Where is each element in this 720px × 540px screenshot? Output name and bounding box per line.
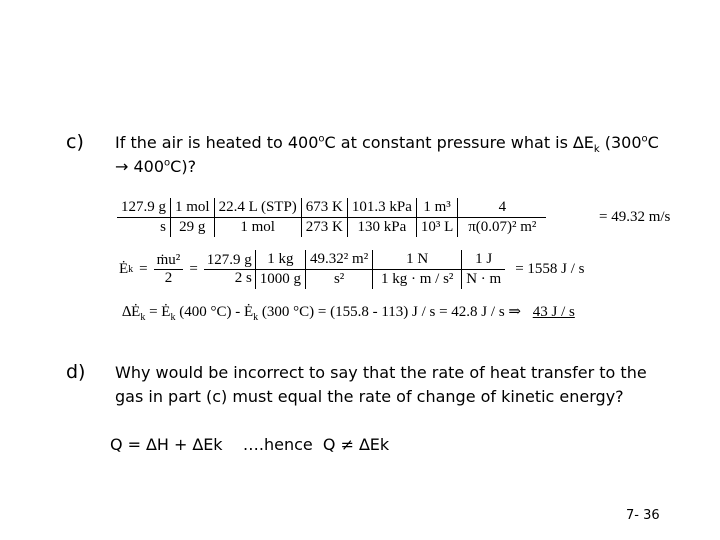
ke-result: = 1558 J / s bbox=[515, 261, 585, 277]
mu2-num: ṁu² bbox=[154, 252, 184, 270]
right-arrow-icon: → bbox=[115, 157, 129, 176]
q-line2-a: 400 bbox=[128, 157, 165, 176]
ke-conversion-table bbox=[255, 250, 505, 289]
conv1-top-2: 22.4 L (STP) bbox=[214, 198, 301, 218]
conv1-top-6: 4 bbox=[458, 198, 547, 218]
delta-sub: k bbox=[140, 312, 146, 323]
q-sup-3: o bbox=[164, 157, 171, 169]
mu2-den: 2 bbox=[164, 270, 173, 286]
delta-ek-symbol: ∆Ė bbox=[122, 304, 141, 320]
conv1-bot-2: 1 mol bbox=[214, 218, 301, 238]
energy-equation: Q = ∆H + ∆Ek ….hence Q ≠ ∆Ek bbox=[110, 435, 390, 454]
delta-ek-line bbox=[122, 302, 575, 321]
conv2-bot-0: 1000 g bbox=[255, 270, 305, 290]
conv2-bot-1: s² bbox=[306, 270, 373, 290]
mass-flow-den: 2 s bbox=[234, 270, 252, 286]
part-d-question bbox=[115, 361, 705, 409]
equals-2: = bbox=[189, 261, 198, 277]
conv2-top-1: 49.32² m² bbox=[306, 250, 373, 270]
conv2-bot-3: N · m bbox=[462, 270, 506, 290]
part-c-line-2 bbox=[115, 155, 705, 179]
mass-flow-fraction bbox=[204, 252, 255, 287]
conv2-bot-2: 1 kg · m / s² bbox=[373, 270, 462, 290]
page-number: 7- 36 bbox=[626, 508, 660, 523]
conv2-top-2: 1 N bbox=[373, 250, 462, 270]
conv1-bot-3: 273 K bbox=[301, 218, 347, 238]
velocity-conversion bbox=[117, 198, 546, 237]
q-text-c: (300 bbox=[599, 133, 642, 152]
final-answer: 43 J / s bbox=[532, 304, 575, 320]
part-c-line-1 bbox=[115, 131, 705, 155]
q-line2-b: C)? bbox=[170, 157, 197, 176]
conv1-bot-5: 10³ L bbox=[416, 218, 457, 238]
conv1-top-5: 1 m³ bbox=[416, 198, 457, 218]
conv1-bot-4: 130 kPa bbox=[347, 218, 416, 238]
conv1-top-4: 101.3 kPa bbox=[347, 198, 416, 218]
q-sup-1: o bbox=[318, 133, 325, 145]
part-d-line-2: gas in part (c) must equal the rate of change of kinetic energy? bbox=[115, 387, 624, 406]
conv1-bot-0: s bbox=[160, 219, 166, 235]
conv1-top-3: 673 K bbox=[301, 198, 347, 218]
delta-sub3: k bbox=[253, 312, 259, 323]
conv2-top-3: 1 J bbox=[462, 250, 506, 270]
delta-rest: = Ė bbox=[145, 304, 171, 320]
q-delta: ∆E bbox=[573, 133, 594, 152]
equals-1: = bbox=[139, 261, 148, 277]
mass-flow-num: 127.9 g bbox=[204, 252, 255, 270]
delta-sub2: k bbox=[170, 312, 176, 323]
conv2-top-0: 1 kg bbox=[255, 250, 305, 270]
mu2-fraction bbox=[154, 252, 184, 287]
delta-part-1: (400 °C) - Ė bbox=[179, 304, 254, 320]
delta-part-2: (300 °C) = (155.8 - 113) J / s = 42.8 J / s bbox=[261, 304, 505, 320]
q-sup-2: o bbox=[641, 133, 648, 145]
part-d-label: d) bbox=[66, 361, 86, 383]
implies-arrow-icon: ⇒ bbox=[508, 304, 521, 320]
q-text-a: If the air is heated to 400 bbox=[115, 133, 319, 152]
part-d-line-1: Why would be incorrect to say that the rate of heat transfer to the bbox=[115, 363, 647, 382]
part-c-label: c) bbox=[66, 131, 84, 153]
q-text-d: C bbox=[647, 133, 659, 152]
q-sub-k: k bbox=[593, 144, 600, 156]
velocity-result: = 49.32 m/s bbox=[599, 209, 671, 225]
velocity-conversion-table bbox=[117, 198, 546, 237]
conv1-bot-1: 29 g bbox=[171, 218, 215, 238]
conv1-top-0: 127.9 g bbox=[117, 198, 171, 218]
part-c-question bbox=[115, 131, 705, 179]
kinetic-energy-conversion: Ė k = $\frac{\text{ṁu²}}{2}$ = $\frac{127.9 g}{2 s}$ 1 kg 49.32² m² 1 N 1 J 1000 g s² 1 kg · m / s² N · m = 1558 J / s bbox=[119, 251, 585, 287]
q-text-b: C at constant pressure what is bbox=[324, 133, 574, 152]
conv1-bot-6: π(0.07)² m² bbox=[458, 218, 547, 238]
ek-dot-symbol: Ė bbox=[119, 261, 129, 277]
conv1-top-1: 1 mol bbox=[171, 198, 215, 218]
